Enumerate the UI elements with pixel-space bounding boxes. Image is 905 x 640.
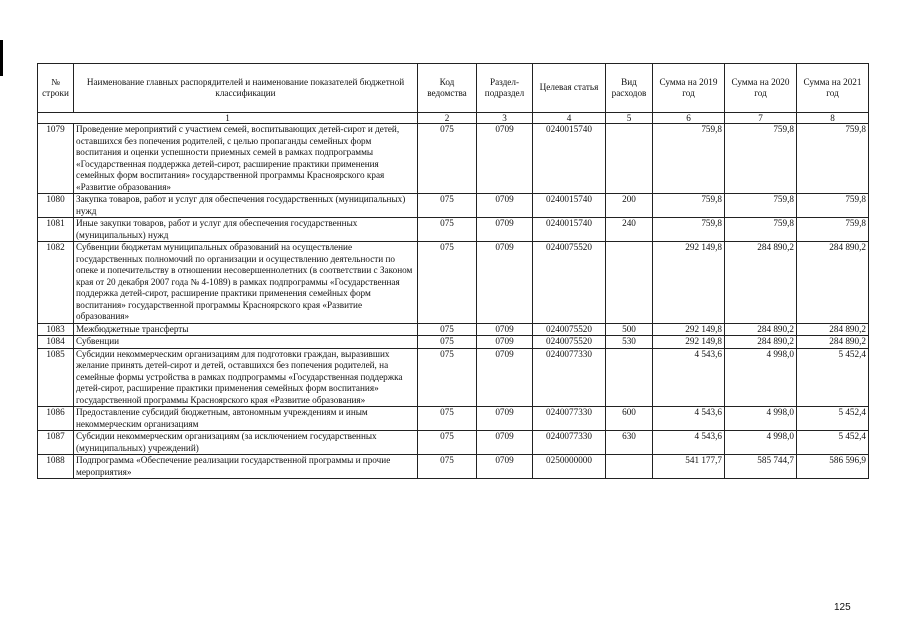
table-row [38,323,869,336]
row-name: Подпрограмма «Обеспечение реализации государственной программы и прочие мероприятия» [74,455,418,479]
colnum-6: 6 [653,113,725,124]
row-exp-type [606,348,653,407]
row-sum-2020: 759,8 [725,124,797,194]
row-exp-type [606,242,653,324]
row-number: 1081 [38,218,74,242]
row-target: 0240015740 [533,218,606,242]
row-sum-2019: 759,8 [653,218,725,242]
row-sum-2021: 5 452,4 [797,348,869,407]
row-section: 0709 [477,348,533,407]
table-row [38,455,869,479]
row-number: 1084 [38,336,74,349]
row-sum-2021: 586 596,9 [797,455,869,479]
row-name: Субвенции бюджетам муниципальных образований на осуществление государственных полномочий по организации и осуществлению деятельности по опеке и попечительству в отношении несовершеннолетних (в соответствии с Законом края от 20 декабря 2007 года № 4-1089) в рамках подпрограммы «Государственная поддержка детей-сирот, расширение практики применения семейных форм воспитания» государственной программы Красноярского края «Развитие образования» [74,242,418,324]
row-dept-code: 075 [418,431,477,455]
colnum-5: 5 [606,113,653,124]
row-name: Проведение мероприятий с участием семей, воспитывающих детей-сирот и детей, оставшихся без попечения родителей, с целью пропаганды семейных форм воспитания и оценки успешности приемных семей в рамках подпрограммы «Государственная поддержка детей-сирот, расширение практики применения семейных форм воспитания» государственной программы Красноярского края «Развитие образования» [74,124,418,194]
row-sum-2021: 759,8 [797,194,869,218]
colnum-7: 7 [725,113,797,124]
table-row [38,348,869,407]
row-target: 0240015740 [533,124,606,194]
row-section: 0709 [477,336,533,349]
row-name: Предоставление субсидий бюджетным, автономным учреждениям и иным некоммерческим организациям [74,407,418,431]
row-sum-2019: 292 149,8 [653,242,725,324]
row-sum-2020: 759,8 [725,194,797,218]
row-sum-2020: 284 890,2 [725,336,797,349]
row-name: Субвенции [74,336,418,349]
row-dept-code: 075 [418,455,477,479]
row-exp-type [606,455,653,479]
row-number: 1082 [38,242,74,324]
row-sum-2020: 4 998,0 [725,348,797,407]
row-sum-2019: 4 543,6 [653,431,725,455]
row-dept-code: 075 [418,407,477,431]
table-row [38,407,869,431]
header-name: Наименование главных распорядителей и наименование показателей бюджетной классификации [74,64,418,113]
row-number: 1083 [38,323,74,336]
row-dept-code: 075 [418,348,477,407]
row-sum-2021: 5 452,4 [797,407,869,431]
row-number: 1086 [38,407,74,431]
header-target: Целевая статья [533,64,606,113]
row-number: 1079 [38,124,74,194]
row-exp-type [606,124,653,194]
colnum-1: 1 [38,113,418,124]
row-section: 0709 [477,218,533,242]
header-section: Раздел-подраздел [477,64,533,113]
row-sum-2021: 284 890,2 [797,242,869,324]
table-row [38,242,869,324]
row-section: 0709 [477,194,533,218]
row-section: 0709 [477,124,533,194]
colnum-8: 8 [797,113,869,124]
row-exp-type: 600 [606,407,653,431]
row-section: 0709 [477,323,533,336]
colnum-4: 4 [533,113,606,124]
table-row [38,124,869,194]
row-sum-2020: 4 998,0 [725,407,797,431]
row-dept-code: 075 [418,194,477,218]
column-number-row [38,113,869,124]
row-target: 0240077330 [533,348,606,407]
row-exp-type: 200 [606,194,653,218]
row-sum-2021: 759,8 [797,218,869,242]
row-dept-code: 075 [418,218,477,242]
row-target: 0240077330 [533,407,606,431]
row-target: 0250000000 [533,455,606,479]
scan-edge-mark [0,40,3,76]
table-row [38,336,869,349]
header-sum-2019: Сумма на 2019 год [653,64,725,113]
row-section: 0709 [477,431,533,455]
row-sum-2020: 585 744,7 [725,455,797,479]
row-sum-2019: 759,8 [653,124,725,194]
row-name: Закупка товаров, работ и услуг для обеспечения государственных (муниципальных) нужд [74,194,418,218]
row-name: Иные закупки товаров, работ и услуг для обеспечения государственных (муниципальных) нужд [74,218,418,242]
table-row [38,431,869,455]
row-sum-2019: 292 149,8 [653,323,725,336]
row-dept-code: 075 [418,336,477,349]
row-section: 0709 [477,242,533,324]
row-sum-2019: 292 149,8 [653,336,725,349]
row-target: 0240075520 [533,242,606,324]
header-sum-2020: Сумма на 2020 год [725,64,797,113]
row-name: Субсидии некоммерческим организациям для подготовки граждан, выразивших желание принять детей-сирот и детей, оставшихся без попечения родителей, на семейные формы устройства в рамках подпрограммы «Государственная поддержка детей-сирот, расширение практики применения семейных форм воспитания» государственной программы Красноярского края «Развитие образования» [74,348,418,407]
table-row [38,194,869,218]
row-sum-2020: 4 998,0 [725,431,797,455]
row-sum-2019: 4 543,6 [653,407,725,431]
row-target: 0240075520 [533,336,606,349]
row-number: 1088 [38,455,74,479]
row-target: 0240075520 [533,323,606,336]
row-dept-code: 075 [418,124,477,194]
header-sum-2021: Сумма на 2021 год [797,64,869,113]
header-row-no: № строки [38,64,74,113]
row-sum-2021: 759,8 [797,124,869,194]
row-exp-type: 630 [606,431,653,455]
row-section: 0709 [477,455,533,479]
row-number: 1085 [38,348,74,407]
row-sum-2021: 284 890,2 [797,336,869,349]
row-sum-2020: 284 890,2 [725,323,797,336]
table-header-row [38,64,869,113]
row-sum-2021: 5 452,4 [797,431,869,455]
row-exp-type: 500 [606,323,653,336]
row-target: 0240015740 [533,194,606,218]
row-name: Межбюджетные трансферты [74,323,418,336]
row-exp-type: 240 [606,218,653,242]
row-sum-2020: 759,8 [725,218,797,242]
row-sum-2019: 759,8 [653,194,725,218]
row-sum-2019: 541 177,7 [653,455,725,479]
row-sum-2019: 4 543,6 [653,348,725,407]
row-name: Субсидии некоммерческим организациям (за исключением государственных (муниципальных) учреждений) [74,431,418,455]
page-number: 125 [834,602,851,613]
table-row [38,218,869,242]
row-section: 0709 [477,407,533,431]
row-dept-code: 075 [418,323,477,336]
header-exp-type: Вид расходов [606,64,653,113]
row-number: 1087 [38,431,74,455]
colnum-3: 3 [477,113,533,124]
header-dept-code: Код ведомства [418,64,477,113]
budget-table [37,63,869,479]
row-sum-2021: 284 890,2 [797,323,869,336]
row-dept-code: 075 [418,242,477,324]
colnum-2: 2 [418,113,477,124]
row-number: 1080 [38,194,74,218]
row-target: 0240077330 [533,431,606,455]
row-exp-type: 530 [606,336,653,349]
row-sum-2020: 284 890,2 [725,242,797,324]
